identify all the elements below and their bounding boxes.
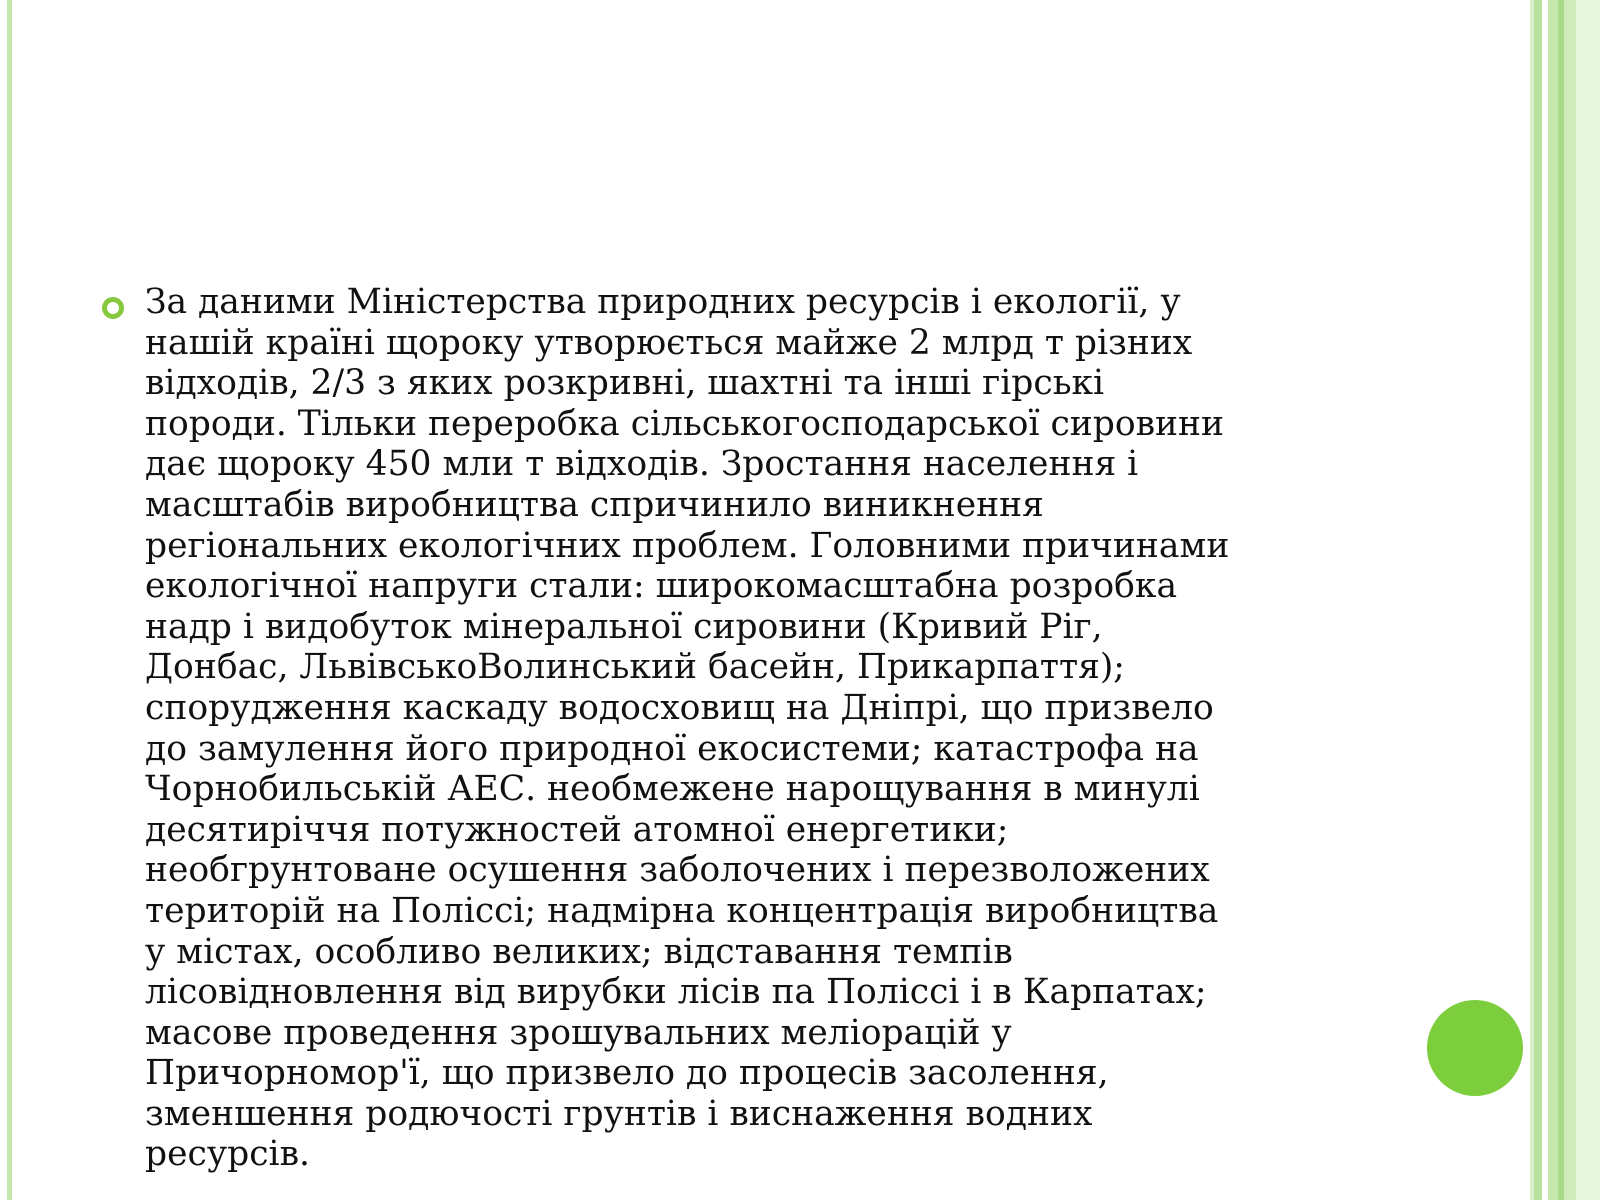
right-stripe	[1534, 0, 1542, 1200]
green-circle-icon	[1427, 1000, 1523, 1096]
ring-bullet-icon	[102, 297, 124, 319]
left-border-line	[7, 0, 12, 1200]
body-paragraph: За даними Міністерства природних ресурсів і екології, у нашій країні щороку утворюється майже 2 млрд т різних відходів, 2/3 з яких розкривні, шахтні та інші гірські породи. Тільки переробка сільськогосподарської сировини дає щороку 450 мли т відходів. Зростання населення і масштабів виробництва спричинило виникнення регіональних екологічних проблем. Головними причинами екологічної напруги стали: широкомасштабна розробка надр і видобуток мінеральної сировини (Кривий Ріг, Донбас, ЛьвівськоВолинський басейн, Прикарпаття); спорудження каскаду водосховищ на Дніпрі, що призвело до замулення його природної екосистеми; катастрофа на Чорнобильській АЕС. необмежене нарощування в минулі десятиріччя потужностей атомної енергетики; необгрунтоване осушення заболочених і перезволожених територій на Поліссі; надмірна концентрація виробництва у містах, особливо великих; відставання темпів лісовідновлення від вирубки лісів па Поліссі і в Карпатах; масове проведення зрошувальних меліорацій у Причорномор'ї, що призвело до процесів засолення, зменшення родючості грунтів і виснаження водних ресурсів.	[145, 282, 1230, 1175]
right-stripe	[1564, 0, 1576, 1200]
right-stripe	[1548, 0, 1558, 1200]
right-stripe	[1576, 0, 1600, 1200]
slide-body	[145, 282, 1360, 1175]
